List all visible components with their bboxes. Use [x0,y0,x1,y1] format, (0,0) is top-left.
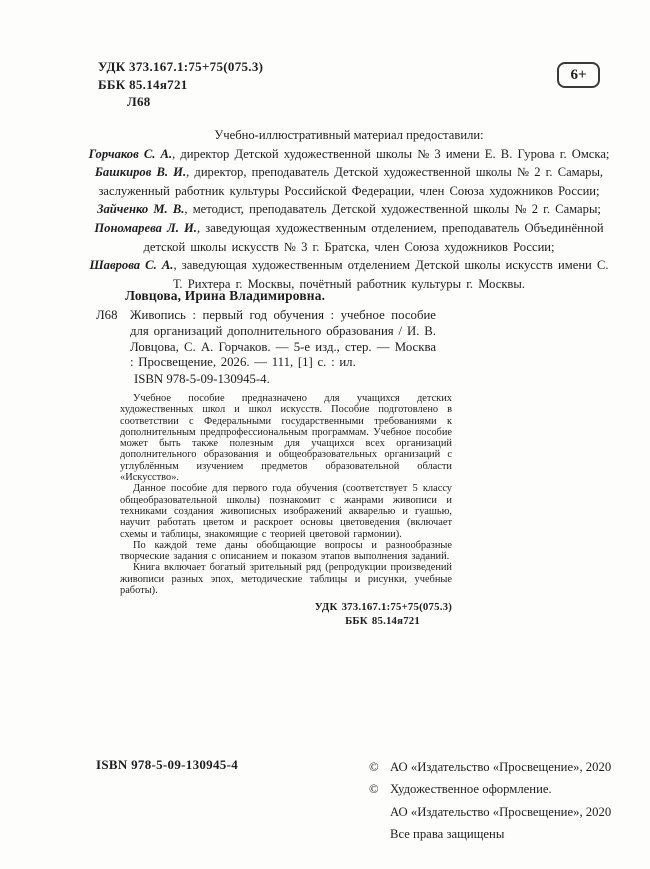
copyright-symbol [369,801,390,823]
author-sign-code: Л68 [127,94,151,109]
contributor-name: Горчаков С. А. [88,146,173,161]
annotation-paragraph: Учебное пособие предназначено для учащихся детских художественных школ и школ искусств. Пособие подготовлено в соответствии с Федеральными государственными требованиями к дополнительным предпрофессиональным программам. Учебное пособие может быть также полезным для учащихся всех организаций дополнительного образования и общеобразовательных организаций с углублённым изучением предметов образовательной области «Искусство». [120,393,452,484]
copyright-symbol [369,823,390,845]
annotation-codes [120,600,452,628]
contributor-role: , директор, преподаватель Детской художественной школы № 2 г. Самары, заслуженный работник культуры Российской Федерации, член Союза художников России; [98,165,604,198]
contributor-name: Шаврова С. А. [89,258,174,273]
contributor-entry [84,200,614,219]
copyright-symbol: © [369,782,379,797]
copyright-line [369,756,612,778]
contributor-entry [84,145,614,164]
copyright-block [369,756,612,845]
annotation-block [120,393,452,628]
contributor-name: Зайченко М. В. [97,202,185,217]
bibliographic-description: Живопись : первый год обучения : учебное пособие для организаций дополнительного образования / И. В. Ловцова, С. А. Горчаков. — 5-е изд., стер. — Москва : Просвещение, 2026. — 111, [1] с. : ил. [130,308,436,370]
contributor-name: Башкиров В. И. [94,165,187,180]
age-rating-badge [557,62,600,88]
contributor-name: Пономарева Л. И. [94,220,197,235]
contributor-role: , методист, преподаватель Детской художественной школы № 2 г. Самары; [184,202,601,217]
contributor-role: , заведующая художественным отделением, преподаватель Объединённой детской школы искусств № 3 г. Братска, член Союза художников России; [143,220,604,254]
annotation-paragraph: По каждой теме даны обобщающие вопросы и разнообразные творческие задания с описанием и показом этапов выполнения заданий. [120,539,452,563]
contributors-heading: Учебно-иллюстративный материал предоставили: [214,128,484,142]
bibliographic-entry [96,308,442,371]
copyright-text: АО «Издательство «Просвещение», 2020 [390,804,612,819]
author-heading: Ловцова, Ирина Владимировна. [125,288,326,303]
contributors-block [84,126,614,293]
copyright-symbol: © [369,760,379,774]
contributor-role: , директор Детской художественной школы № 3 имени Е. В. Гурова г. Омска; [172,146,610,161]
bbk-code: ББК 85.14я721 [345,615,420,628]
author-sign-code: Л68 [96,308,118,322]
contributor-role: , заведующая художественным отделением Детской школы искусств имени С. Т. Рихтера г. Москвы, почётный работник культуры г. Москвы. [172,258,609,291]
udk-code: УДК 373.167.1:75+75(075.3) [314,601,452,614]
copyright-text: Все права защищены [390,826,505,841]
footer-isbn: ISBN 978-5-09-130945-4 [96,757,239,772]
annotation-paragraph: Книга включает богатый зрительный ряд (репродукции произведений живописи разных эпох, методические таблицы и рисунки, учебные работы). [120,562,452,597]
annotation-paragraph: Данное пособие для первого года обучения (соответствует 5 классу общеобразовательной школы) познакомит с жанрами живописи и техниками создания живописных изображений акварелью и гуашью, научит работать цветом и раскроет основы цветоведения (включает схемы и таблицы, знакомящие с теорией цветовой гармонии). [120,483,452,540]
copyright-text: АО «Издательство «Просвещение», 2020 [390,760,612,774]
top-bibliographic-codes [98,58,263,111]
bbk-code: ББК 85.14я721 [98,76,188,92]
isbn-line: ISBN 978-5-09-130945-4. [134,372,270,387]
copyright-line [369,778,609,800]
copyright-text: Художественное оформление. [390,782,552,797]
contributor-entry [84,219,614,256]
udk-code: УДК 373.167.1:75+75(075.3) [98,59,264,74]
copyright-line [369,801,612,823]
copyright-line [369,823,609,845]
age-rating-label: 6+ [570,66,587,83]
contributor-entry [84,163,614,200]
catalogue-card [96,288,442,387]
